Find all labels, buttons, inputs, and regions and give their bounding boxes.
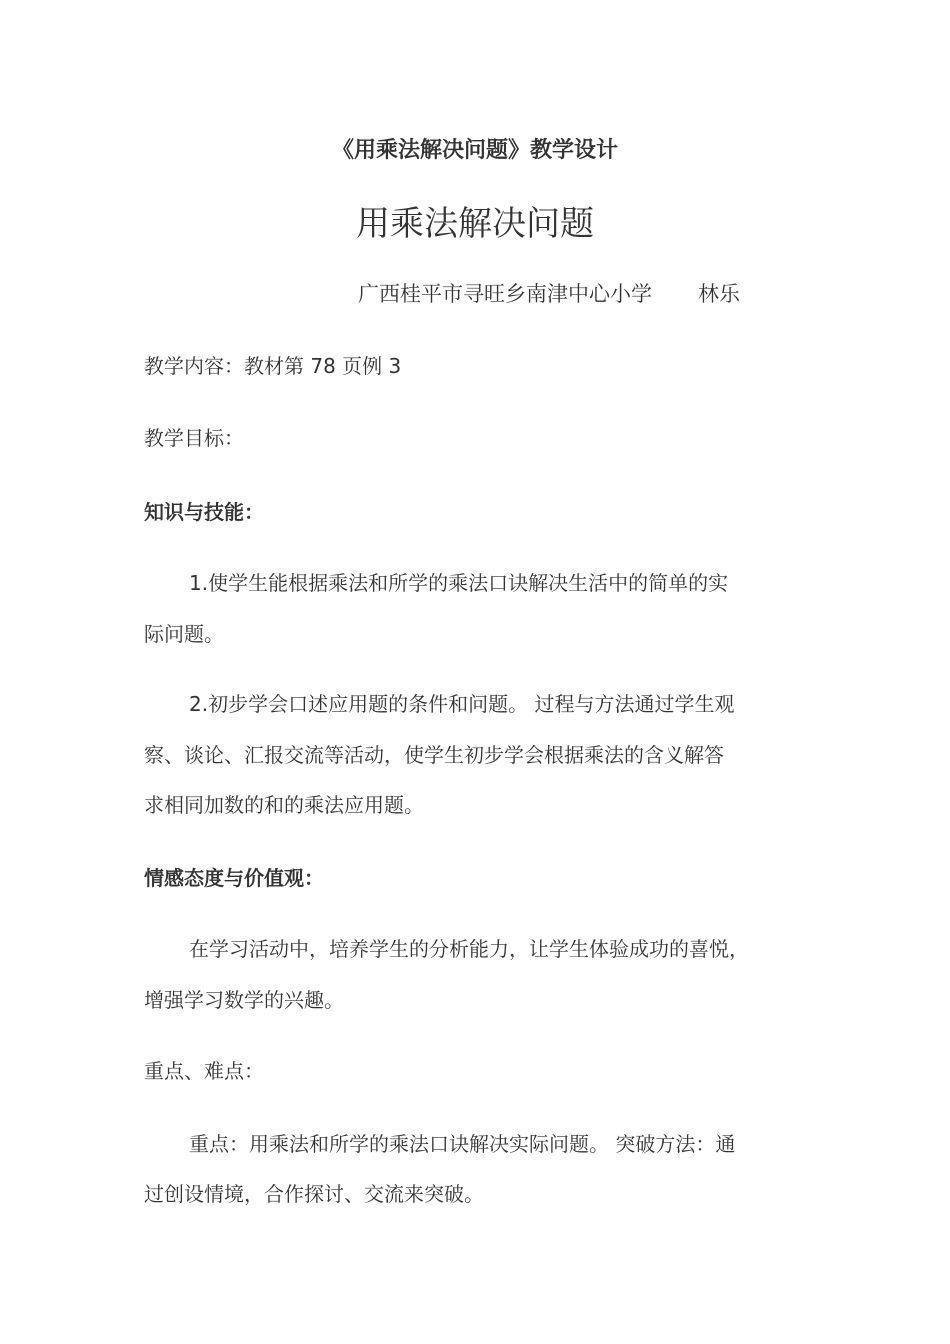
key-points-label: 重点、难点：: [144, 1059, 264, 1083]
author-name: 林乐: [698, 282, 740, 306]
teaching-goal-label: 教学目标：: [144, 426, 244, 450]
document-title: 《用乘法解决问题》教学设计: [331, 138, 618, 163]
key-line1: 重点：用乘法和所学的乘法口诀解决实际问题。 突破方法：通: [189, 1132, 736, 1156]
knowledge-heading: 知识与技能：: [144, 500, 264, 524]
emotion-heading: 情感态度与价值观：: [144, 866, 324, 890]
main-title: 用乘法解决问题: [356, 204, 594, 244]
item1-line2: 际问题。: [144, 622, 224, 646]
emotion-line2: 增强学习数学的兴趣。: [144, 988, 344, 1012]
item2-line3: 求相同加数的和的乘法应用题。: [144, 793, 424, 817]
school-name: 广西桂平市寻旺乡南津中心小学: [358, 282, 652, 306]
item2-line1: 2.初步学会口述应用题的条件和问题。 过程与方法通过学生观: [189, 692, 735, 716]
emotion-line1: 在学习活动中，培养学生的分析能力，让学生体验成功的喜悦，: [189, 937, 749, 961]
teaching-content: 教学内容：教材第 78 页例 3: [144, 354, 402, 378]
item2-line2: 察、谈论、汇报交流等活动，使学生初步学会根据乘法的含义解答: [144, 743, 724, 767]
item1-line1: 1.使学生能根据乘法和所学的乘法口诀解决生活中的简单的实: [189, 571, 729, 595]
key-line2: 过创设情境，合作探讨、交流来突破。: [144, 1182, 484, 1206]
byline: [358, 280, 740, 308]
